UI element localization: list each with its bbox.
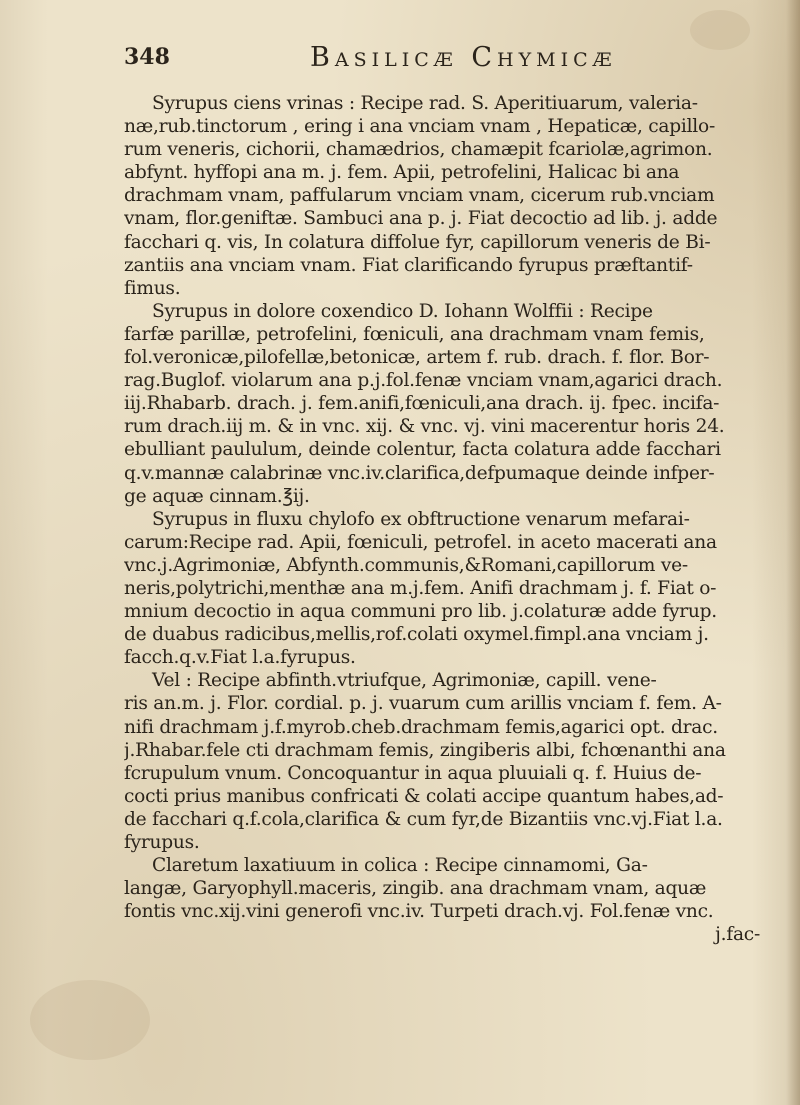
text-line: facch.q.v.Fiat l.a.fyrupus.: [124, 647, 356, 669]
text-line: drachmam vnam, paffularum vnciam vnam, cicerum rub.vnciam: [124, 185, 715, 207]
text-line: farfæ parillæ, petrofelini, fœniculi, ana drachmam vnam femis,: [124, 323, 705, 345]
text-line: fcrupulum vnum. Concoquantur in aqua pluuiali q. f. Huius de-: [124, 762, 702, 784]
text-line: facchari q. vis, In colatura diffolue fyr, capillorum veneris de Bi-: [124, 231, 711, 253]
text-line: Vel : Recipe abfinth.vtriufque, Agrimoniæ, capill. vene-: [152, 670, 657, 692]
page-number: 348: [124, 44, 170, 70]
text-line: abfynt. hyffopi ana m. j. fem. Apii, petrofelini, Halicac bi ana: [124, 162, 680, 184]
text-line: fol.veronicæ,pilofellæ,betonicæ, artem f. rub. drach. f. flor. Bor-: [124, 347, 710, 369]
text-line: nifi drachmam j.f.myrob.cheb.drachmam femis,agarici opt. drac.: [124, 716, 718, 738]
text-line: Claretum laxatiuum in colica : Recipe cinnamomi, Ga-: [152, 855, 648, 877]
text-line: Syrupus ciens vrinas : Recipe rad. S. Aperitiuarum, valeria-: [152, 93, 698, 114]
text-line: fimus.: [124, 277, 181, 299]
text-line: rum drach.iij m. & in vnc. xij. & vnc. vj. vini macerentur horis 24.: [124, 416, 725, 438]
text-line: iij.Rhabarb. drach. j. fem.anifi,fœniculi,ana drach. ij. fpec. incifa-: [124, 393, 720, 415]
text-line: zantiis ana vnciam vnam. Fiat clarificando fyrupus præftantif-: [124, 254, 693, 276]
text-line: Syrupus in dolore coxendico D. Iohann Wolffii : Recipe: [152, 300, 653, 322]
catchword: j.fac-: [715, 924, 760, 946]
text-line: q.v.mannæ calabrinæ vnc.iv.clarifica,defpumaque deinde infper-: [124, 462, 715, 484]
text-line: j.Rhabar.fele cti drachmam femis, zingiberis albi, fchœnanthi ana: [124, 739, 726, 761]
text-line: rag.Buglof. violarum ana p.j.fol.fenæ vnciam vnam,agarici drach.: [124, 370, 723, 392]
body-text: [124, 92, 764, 946]
page-header: [124, 44, 764, 80]
running-head: Basilicæ Chymicæ: [310, 42, 617, 73]
text-line: vnam, flor.geniftæ. Sambuci ana p. j. Fiat decoctio ad lib. j. adde: [124, 208, 718, 230]
text-line: næ,rub.tinctorum , ering i ana vnciam vnam , Hepaticæ, capillo-: [124, 116, 715, 138]
text-line: Syrupus in fluxu chylofo ex obftructione venarum mefarai-: [152, 508, 690, 530]
page-edge-shadow: [786, 0, 800, 1105]
text-line: de duabus radicibus,mellis,rof.colati oxymel.fimpl.ana vnciam j.: [124, 624, 709, 646]
text-line: neris,polytrichi,menthæ ana m.j.fem. Anifi drachmam j. f. Fiat o-: [124, 577, 717, 599]
text-line: ris an.m. j. Flor. cordial. p. j. vuarum cum arillis vnciam f. fem. A-: [124, 693, 722, 715]
text-line: fontis vnc.xij.vini generofi vnc.iv. Turpeti drach.vj. Fol.fenæ vnc.: [124, 901, 714, 923]
text-line: ebulliant paululum, deinde colentur, facta colatura adde facchari: [124, 439, 721, 461]
text-line: fyrupus.: [124, 832, 200, 853]
text-line: ge aquæ cinnam.℥ij.: [124, 485, 310, 507]
text-line: mnium decoctio in aqua communi pro lib. j.colaturæ adde fyrup.: [124, 601, 717, 623]
text-line: de facchari q.f.cola,clarifica & cum fyr,de Bizantiis vnc.vj.Fiat l.a.: [124, 808, 723, 830]
text-line: carum:Recipe rad. Apii, fœniculi, petrofel. in aceto macerati ana: [124, 531, 717, 553]
text-line: cocti prius manibus confricati & colati accipe quantum habes,ad-: [124, 785, 724, 807]
text-line: vnc.j.Agrimoniæ, Abfynth.communis,&Romani,capillorum ve-: [124, 554, 688, 576]
foxing-stain: [30, 980, 150, 1060]
text-line: rum veneris, cichorii, chamædrios, chamæpit fcariolæ,agrimon.: [124, 139, 713, 161]
text-line: langæ, Garyophyll.maceris, zingib. ana drachmam vnam, aquæ: [124, 878, 707, 900]
